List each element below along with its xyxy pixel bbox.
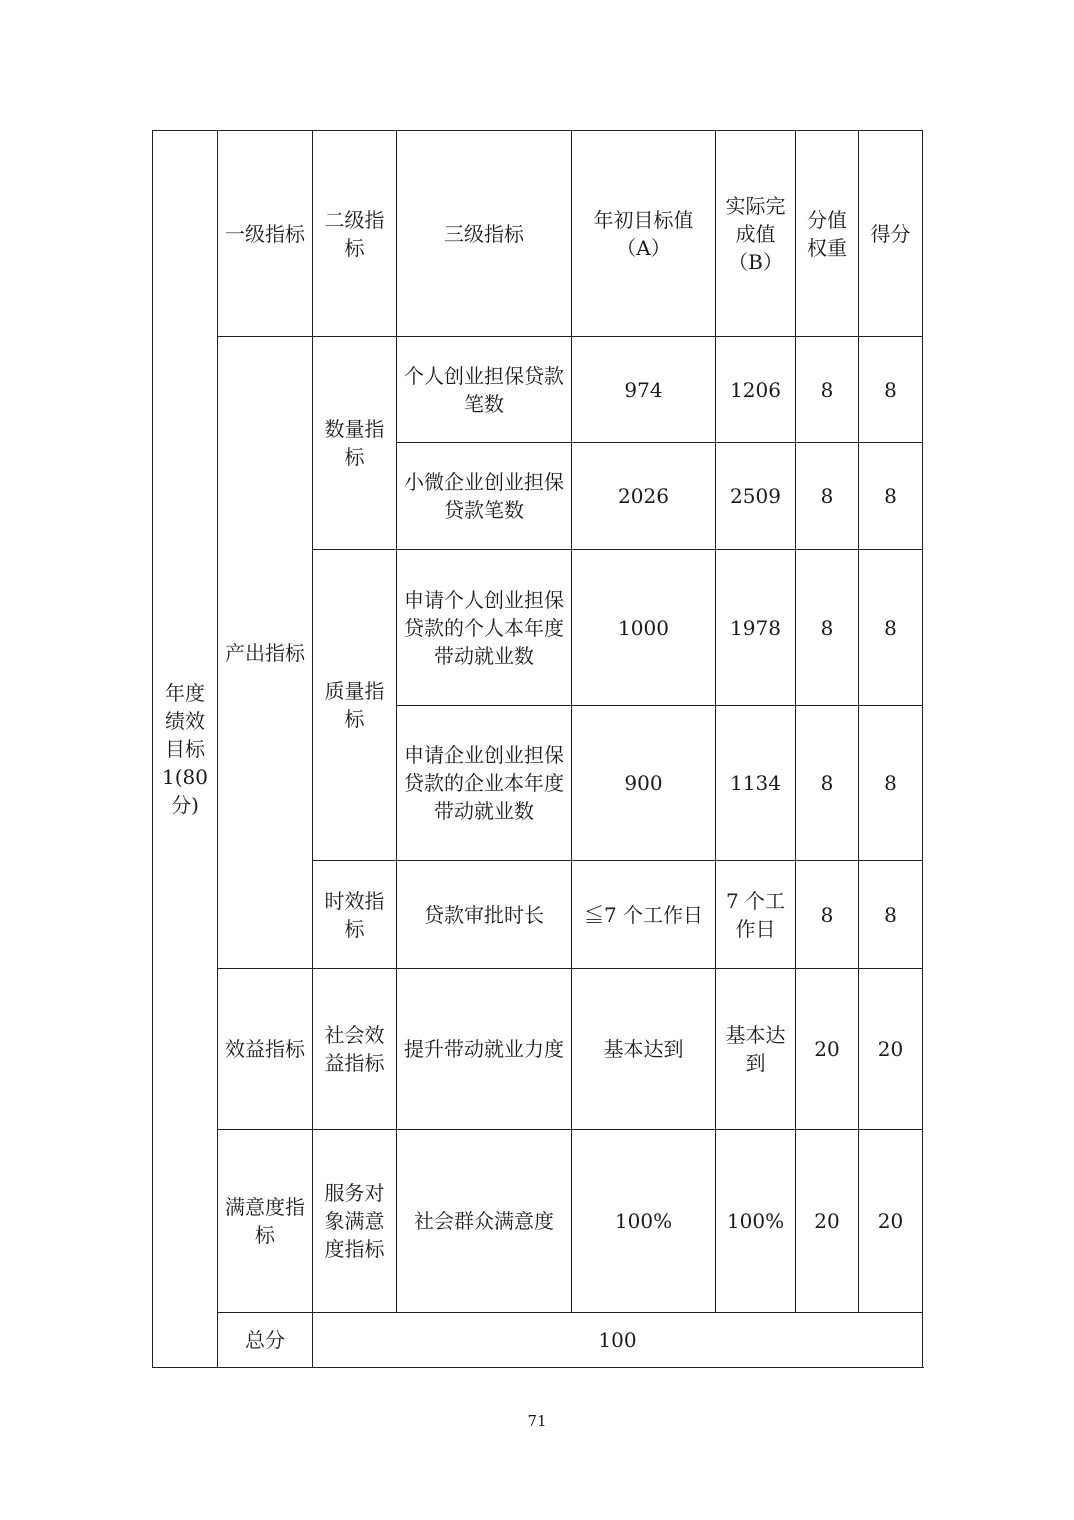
score-cell: 8 xyxy=(859,443,923,550)
target-cell: 1000 xyxy=(572,550,716,706)
subcategory-quantity: 数量指标 xyxy=(313,337,397,550)
score-cell: 8 xyxy=(859,706,923,861)
indicator-cell: 社会群众满意度 xyxy=(397,1130,572,1313)
actual-cell: 100% xyxy=(716,1130,796,1313)
header-level2: 二级指标 xyxy=(313,131,397,337)
category-satisfaction: 满意度指标 xyxy=(218,1130,313,1313)
page-number: 71 xyxy=(527,1412,547,1430)
score-cell: 20 xyxy=(859,969,923,1130)
category-output: 产出指标 xyxy=(218,337,313,969)
weight-cell: 8 xyxy=(796,861,859,969)
table-row xyxy=(153,1130,923,1313)
header-weight: 分值权重 xyxy=(796,131,859,337)
weight-cell: 8 xyxy=(796,550,859,706)
table-header-row xyxy=(153,131,923,337)
actual-cell: 基本达到 xyxy=(716,969,796,1130)
table-row xyxy=(153,969,923,1130)
header-score: 得分 xyxy=(859,131,923,337)
annual-goal-cell: 年度绩效目标1(80分) xyxy=(153,131,218,1368)
indicator-cell: 贷款审批时长 xyxy=(397,861,572,969)
target-cell: 基本达到 xyxy=(572,969,716,1130)
header-actual: 实际完成值（B） xyxy=(716,131,796,337)
score-cell: 8 xyxy=(859,861,923,969)
actual-cell: 2509 xyxy=(716,443,796,550)
header-level3: 三级指标 xyxy=(397,131,572,337)
actual-cell: 7 个工作日 xyxy=(716,861,796,969)
header-target: 年初目标值（A） xyxy=(572,131,716,337)
indicator-cell: 申请个人创业担保贷款的个人本年度带动就业数 xyxy=(397,550,572,706)
score-cell: 8 xyxy=(859,337,923,443)
indicator-cell: 申请企业创业担保贷款的企业本年度带动就业数 xyxy=(397,706,572,861)
subcategory-service-target: 服务对象满意度指标 xyxy=(313,1130,397,1313)
subcategory-social-benefit: 社会效益指标 xyxy=(313,969,397,1130)
total-row xyxy=(153,1313,923,1368)
weight-cell: 8 xyxy=(796,706,859,861)
performance-table xyxy=(152,130,923,1368)
header-level1: 一级指标 xyxy=(218,131,313,337)
target-cell: 900 xyxy=(572,706,716,861)
indicator-cell: 提升带动就业力度 xyxy=(397,969,572,1130)
total-label: 总分 xyxy=(218,1313,313,1368)
total-value: 100 xyxy=(313,1313,923,1368)
table-row xyxy=(153,337,923,443)
indicator-cell: 个人创业担保贷款笔数 xyxy=(397,337,572,443)
subcategory-quality: 质量指标 xyxy=(313,550,397,861)
target-cell: 2026 xyxy=(572,443,716,550)
category-benefit: 效益指标 xyxy=(218,969,313,1130)
target-cell: ≦7 个工作日 xyxy=(572,861,716,969)
weight-cell: 8 xyxy=(796,337,859,443)
indicator-cell: 小微企业创业担保贷款笔数 xyxy=(397,443,572,550)
score-cell: 8 xyxy=(859,550,923,706)
weight-cell: 20 xyxy=(796,1130,859,1313)
target-cell: 100% xyxy=(572,1130,716,1313)
weight-cell: 20 xyxy=(796,969,859,1130)
weight-cell: 8 xyxy=(796,443,859,550)
actual-cell: 1978 xyxy=(716,550,796,706)
target-cell: 974 xyxy=(572,337,716,443)
actual-cell: 1206 xyxy=(716,337,796,443)
subcategory-timeliness: 时效指标 xyxy=(313,861,397,969)
score-cell: 20 xyxy=(859,1130,923,1313)
actual-cell: 1134 xyxy=(716,706,796,861)
